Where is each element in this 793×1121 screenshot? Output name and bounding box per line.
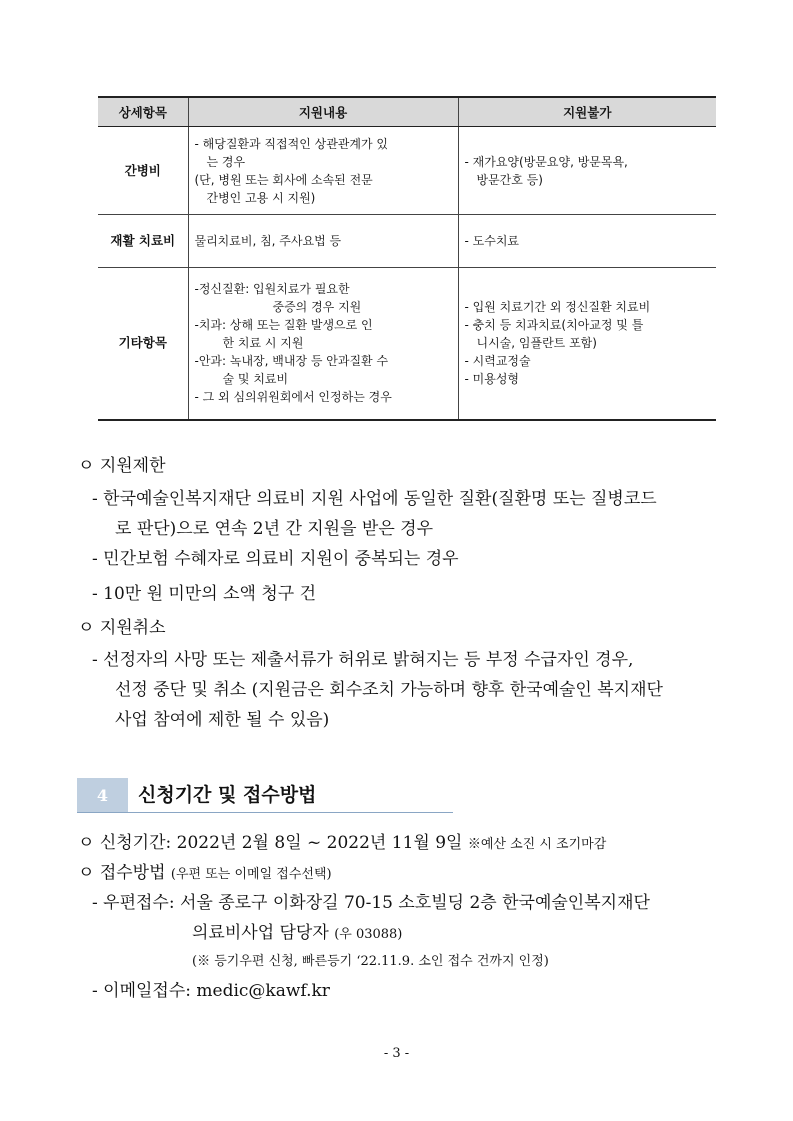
period-note: ※예산 소진 시 조기마감	[467, 837, 607, 852]
header-item: 상세항목	[98, 97, 188, 127]
cancellation-item: - 선정자의 사망 또는 제출서류가 허위로 밝혀지는 등 부정 수급자인 경우,	[92, 650, 634, 670]
table-row	[98, 127, 716, 215]
restriction-item: - 10만 원 미만의 소액 청구 건	[92, 584, 317, 604]
cancellation-item-cont: 선정 중단 및 취소 (지원금은 회수조치 가능하며 향후 한국예술인 복지재단	[115, 680, 663, 700]
application-method: ㅇ 접수방법 (우편 또는 이메일 접수선택)	[78, 863, 332, 883]
page-number: - 3 -	[383, 1046, 410, 1061]
section-underline	[77, 812, 453, 813]
header-excluded: 지원불가	[458, 97, 716, 127]
postcode: (우 03088)	[334, 927, 403, 942]
mail-application-note: (※ 등기우편 신청, 빠른등기 ‘22.11.9. 소인 접수 건까지 인정)	[192, 954, 549, 969]
section-title: 신청기간 및 접수방법	[138, 784, 317, 806]
row-excluded: - 재가요양(방문요양, 방문목욕, 방문간호 등)	[458, 127, 716, 215]
row-category: 간병비	[98, 127, 188, 215]
support-items-table	[98, 96, 716, 421]
row-content: - 해당질환과 직접적인 상관관계가 있 는 경우 (단, 병원 또는 회사에 소속된 전문 간병인 고용 시 지원)	[188, 127, 458, 215]
restrictions-heading: ㅇ 지원제한	[78, 456, 166, 476]
row-category: 기타항목	[98, 268, 188, 420]
row-excluded: - 입원 치료기간 외 정신질환 치료비 - 충치 등 치과치료(치아교정 및 틀 니시술, 임플란트 포함) - 시력교정술 - 미용성형	[458, 268, 716, 420]
mail-application-line: - 우편접수: 서울 종로구 이화장길 70-15 소호빌딩 2층 한국예술인복지재단	[92, 893, 650, 913]
restriction-item: - 민간보험 수혜자로 의료비 지원이 중복되는 경우	[92, 549, 459, 569]
application-period: ㅇ 신청기간: 2022년 2월 8일 ~ 2022년 11월 9일 ※예산 소진 시 조기마감	[78, 833, 607, 853]
table-header-row	[98, 97, 716, 127]
table-row	[98, 268, 716, 420]
method-note: (우편 또는 이메일 접수선택)	[170, 867, 332, 882]
restriction-item: - 한국예술인복지재단 의료비 지원 사업에 동일한 질환(질환명 또는 질병코드	[92, 489, 657, 509]
section-number: 4	[77, 778, 128, 812]
mail-application-contact: 의료비사업 담당자 (우 03088)	[192, 923, 403, 943]
row-excluded: - 도수치료	[458, 215, 716, 268]
row-content: 물리치료비, 침, 주사요법 등	[188, 215, 458, 268]
restriction-item-cont: 로 판단)으로 연속 2년 간 지원을 받은 경우	[115, 519, 434, 539]
email-application-line: - 이메일접수: medic@kawf.kr	[92, 981, 330, 1001]
header-content: 지원내용	[188, 97, 458, 127]
cancellation-heading: ㅇ 지원취소	[78, 618, 166, 638]
row-category: 재활 치료비	[98, 215, 188, 268]
cancellation-item-cont: 사업 참여에 제한 될 수 있음)	[115, 710, 330, 730]
table-row	[98, 215, 716, 268]
row-content: -정신질환: 입원치료가 필요한 중증의 경우 지원 -치과: 상해 또는 질환 발생으로 인 한 치료 시 지원 -안과: 녹내장, 백내장 등 안과질환 수 술 및 치료비 - 그 외 심의위원회에서 인정하는 경우	[188, 268, 458, 420]
